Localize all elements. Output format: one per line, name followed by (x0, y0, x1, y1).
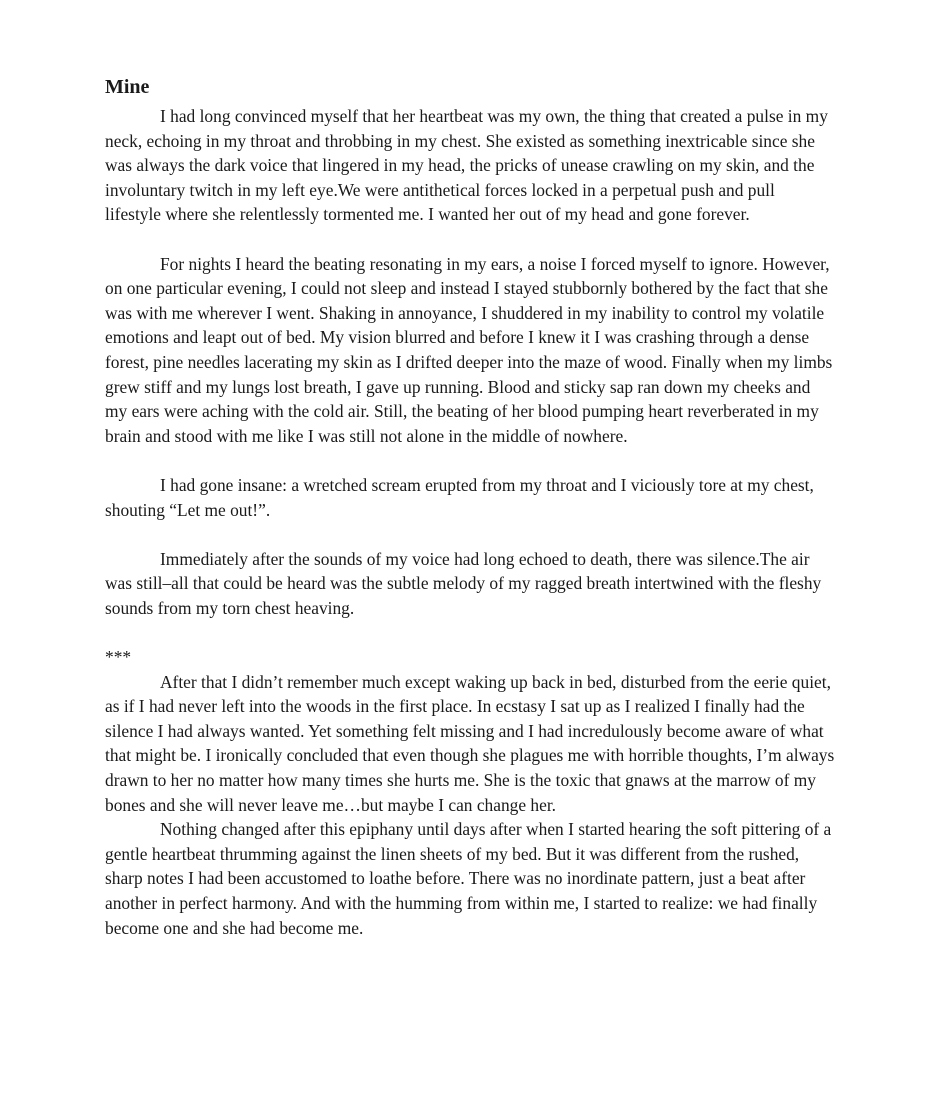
paragraph-6: Nothing changed after this epiphany until days after when I started hearing the soft pittering of a gentle heartbeat thrumming against the linen sheets of my bed. But it was different from the rushed, sharp notes I had been accustomed to loathe before. There was no inordinate pattern, just a beat after another in perfect harmony. And with the humming from within me, I started to realize: we had finally become one and she had become me. (105, 819, 832, 938)
paragraph-2: For nights I heard the beating resonating in my ears, a noise I forced myself to ignore. However, on one particular evening, I could not sleep and instead I stayed stubbornly bothered by the fact that she was with me wherever I went. Shaking in annoyance, I shuddered in my inability to control my volatile emotions and leapt out of bed. My vision blurred and before I knew it I was crashing through a dense forest, pine needles lacerating my skin as I drifted deeper into the maze of wood. Finally when my limbs grew stiff and my lungs lost breath, I gave up running. Blood and sticky sap ran down my cheeks and my ears were aching with the cold air. Still, the beating of her blood pumping heart reverberated in my brain and stood with me like I was still not alone in the middle of nowhere. (105, 253, 833, 446)
paragraph-1: I had long convinced myself that her heartbeat was my own, the thing that created a pulse in my neck, echoing in my throat and throbbing in my chest. She existed as something inextricable since she was always the dark voice that lingered in my head, the pricks of unease crawling on my skin, and the involuntary twitch in my left eye.We were antithetical forces locked in a perpetual push and pull lifestyle where she relentlessly tormented me. I wanted her out of my head and gone forever. (105, 106, 828, 225)
paragraph-gap (105, 620, 835, 645)
paragraph-gap (105, 522, 835, 547)
document-page (105, 74, 835, 940)
paragraph-5: After that I didn’t remember much except waking up back in bed, disturbed from the eerie quiet, as if I had never left into the woods in the first place. In ecstasy I sat up as I realized I finally had the silence I had always wanted. Yet something felt missing and I had incredulously become aware of what that might be. I ironically concluded that even though she plagues me with horrible thoughts, I’m always drawn to her no matter how many times she hurts me. She is the toxic that gnaws at the marrow of my bones and she will never leave me…but maybe I can change her. (105, 671, 835, 815)
document-title: Mine (105, 76, 150, 98)
paragraph-4: Immediately after the sounds of my voice had long echoed to death, there was silence.The air was still–all that could be heard was the subtle melody of my ragged breath intertwined with the fleshy sounds from my torn chest heaving. (105, 548, 822, 618)
paragraph-gap (105, 227, 835, 252)
paragraph-gap (105, 448, 835, 473)
section-separator: *** (105, 647, 132, 668)
paragraph-3: I had gone insane: a wretched scream erupted from my throat and I viciously tore at my chest, shouting “Let me out!”. (105, 474, 814, 520)
